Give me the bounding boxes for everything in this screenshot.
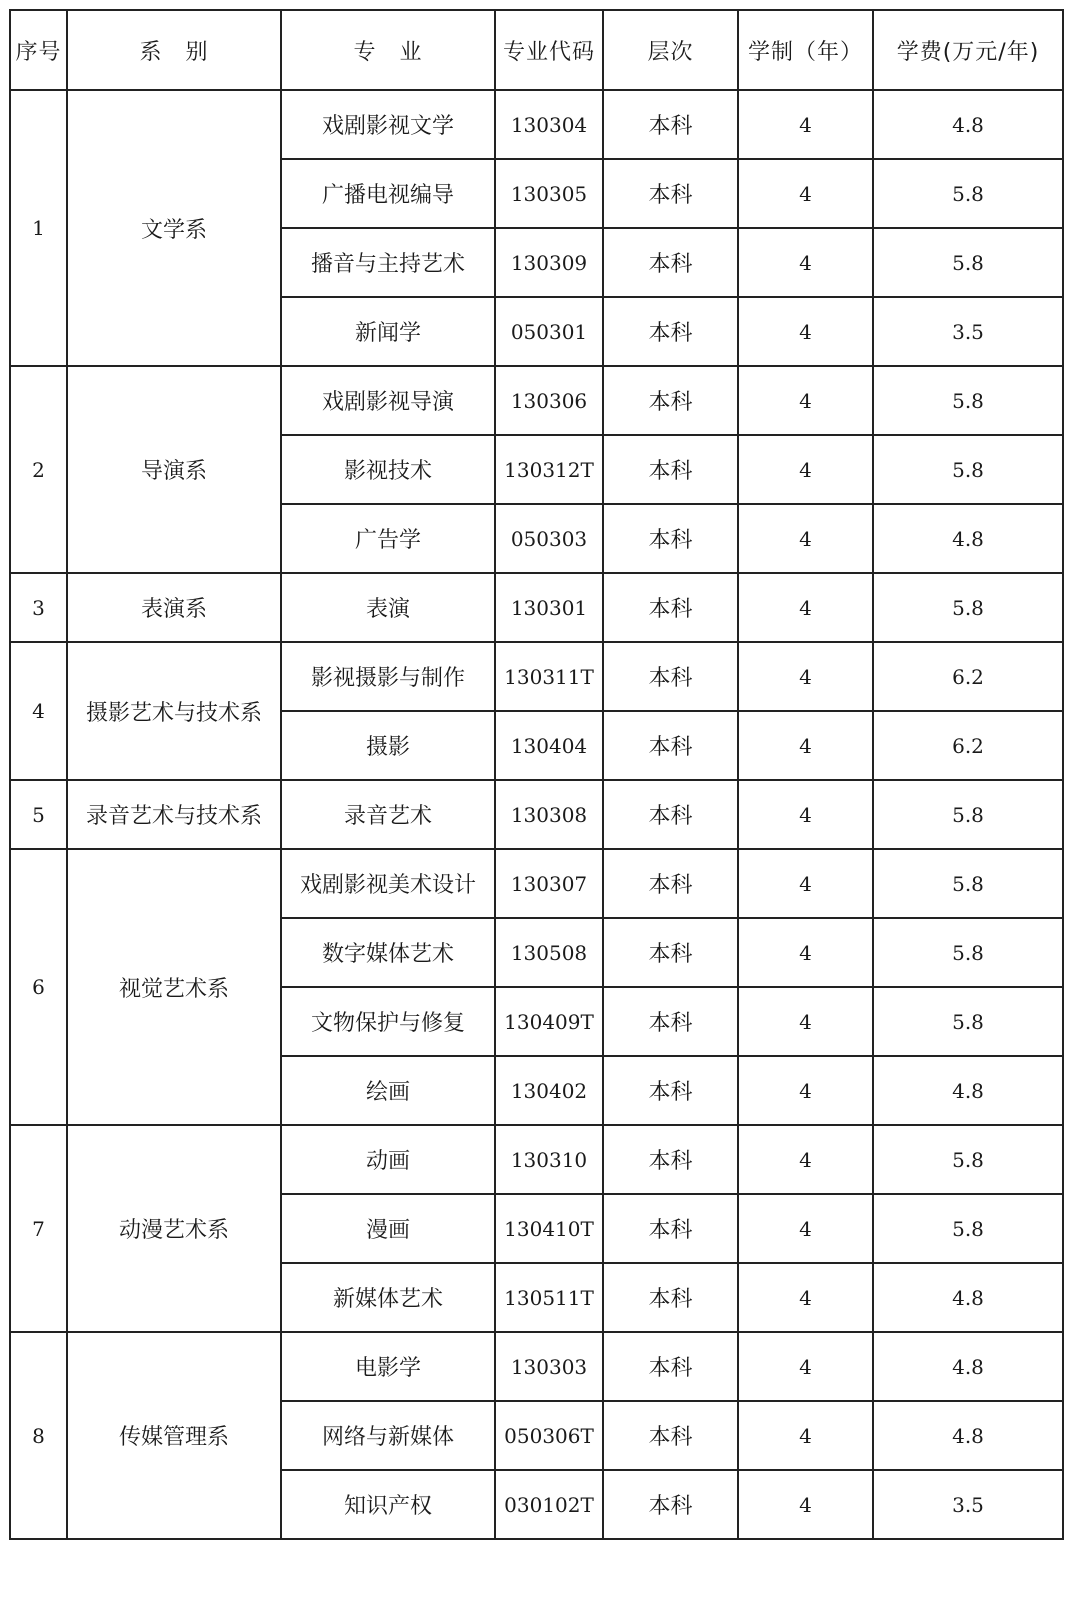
tuition-fee: 3.5 xyxy=(873,1470,1063,1539)
header-level: 层次 xyxy=(603,10,738,90)
major-name: 知识产权 xyxy=(281,1470,495,1539)
tuition-fee: 5.8 xyxy=(873,159,1063,228)
header-index: 序号 xyxy=(10,10,67,90)
table-row xyxy=(10,780,1063,849)
degree-level: 本科 xyxy=(603,1194,738,1263)
tuition-fee: 5.8 xyxy=(873,849,1063,918)
major-name: 广告学 xyxy=(281,504,495,573)
major-code: 050301 xyxy=(495,297,603,366)
degree-level: 本科 xyxy=(603,1332,738,1401)
header-major-code: 专业代码 xyxy=(495,10,603,90)
major-code: 130309 xyxy=(495,228,603,297)
tuition-fee: 5.8 xyxy=(873,435,1063,504)
tuition-fee: 5.8 xyxy=(873,1125,1063,1194)
department-index: 8 xyxy=(10,1332,67,1539)
program-years: 4 xyxy=(738,1332,873,1401)
major-name: 戏剧影视美术设计 xyxy=(281,849,495,918)
department-name: 动漫艺术系 xyxy=(67,1125,281,1332)
department-name: 文学系 xyxy=(67,90,281,366)
department-name: 视觉艺术系 xyxy=(67,849,281,1125)
department-index: 2 xyxy=(10,366,67,573)
degree-level: 本科 xyxy=(603,711,738,780)
major-name: 新媒体艺术 xyxy=(281,1263,495,1332)
program-years: 4 xyxy=(738,642,873,711)
table-row xyxy=(10,366,1063,435)
major-code: 050306T xyxy=(495,1401,603,1470)
major-code: 130409T xyxy=(495,987,603,1056)
tuition-fee: 4.8 xyxy=(873,90,1063,159)
tuition-fee: 4.8 xyxy=(873,1056,1063,1125)
tuition-fee: 3.5 xyxy=(873,297,1063,366)
degree-level: 本科 xyxy=(603,1125,738,1194)
degree-level: 本科 xyxy=(603,1056,738,1125)
table-row xyxy=(10,1332,1063,1401)
program-years: 4 xyxy=(738,1263,873,1332)
tuition-fee: 6.2 xyxy=(873,711,1063,780)
header-major: 专 业 xyxy=(281,10,495,90)
tuition-fee: 5.8 xyxy=(873,573,1063,642)
degree-level: 本科 xyxy=(603,849,738,918)
program-years: 4 xyxy=(738,918,873,987)
program-years: 4 xyxy=(738,987,873,1056)
department-index: 1 xyxy=(10,90,67,366)
program-years: 4 xyxy=(738,849,873,918)
major-name: 动画 xyxy=(281,1125,495,1194)
program-years: 4 xyxy=(738,435,873,504)
tuition-fee: 5.8 xyxy=(873,228,1063,297)
program-years: 4 xyxy=(738,1470,873,1539)
program-years: 4 xyxy=(738,228,873,297)
table-body xyxy=(10,90,1063,1539)
department-name: 录音艺术与技术系 xyxy=(67,780,281,849)
major-code: 130307 xyxy=(495,849,603,918)
table-row xyxy=(10,1125,1063,1194)
degree-level: 本科 xyxy=(603,435,738,504)
degree-level: 本科 xyxy=(603,1470,738,1539)
degree-level: 本科 xyxy=(603,573,738,642)
degree-level: 本科 xyxy=(603,1263,738,1332)
major-name: 漫画 xyxy=(281,1194,495,1263)
major-code: 130404 xyxy=(495,711,603,780)
major-name: 网络与新媒体 xyxy=(281,1401,495,1470)
major-code: 130402 xyxy=(495,1056,603,1125)
department-name: 传媒管理系 xyxy=(67,1332,281,1539)
tuition-fee: 4.8 xyxy=(873,1263,1063,1332)
major-code: 130410T xyxy=(495,1194,603,1263)
department-index: 4 xyxy=(10,642,67,780)
tuition-fee: 6.2 xyxy=(873,642,1063,711)
major-name: 新闻学 xyxy=(281,297,495,366)
department-name: 表演系 xyxy=(67,573,281,642)
program-years: 4 xyxy=(738,504,873,573)
major-code: 050303 xyxy=(495,504,603,573)
major-name: 摄影 xyxy=(281,711,495,780)
program-years: 4 xyxy=(738,1056,873,1125)
degree-level: 本科 xyxy=(603,918,738,987)
major-code: 130511T xyxy=(495,1263,603,1332)
tuition-fee: 4.8 xyxy=(873,1401,1063,1470)
tuition-fee: 5.8 xyxy=(873,987,1063,1056)
degree-level: 本科 xyxy=(603,228,738,297)
major-code: 130301 xyxy=(495,573,603,642)
degree-level: 本科 xyxy=(603,780,738,849)
tuition-fee: 5.8 xyxy=(873,366,1063,435)
major-name: 戏剧影视导演 xyxy=(281,366,495,435)
major-name: 文物保护与修复 xyxy=(281,987,495,1056)
major-name: 表演 xyxy=(281,573,495,642)
major-name: 播音与主持艺术 xyxy=(281,228,495,297)
table-row xyxy=(10,90,1063,159)
major-name: 广播电视编导 xyxy=(281,159,495,228)
major-code: 130311T xyxy=(495,642,603,711)
major-code: 130312T xyxy=(495,435,603,504)
major-name: 数字媒体艺术 xyxy=(281,918,495,987)
degree-level: 本科 xyxy=(603,366,738,435)
major-code: 130508 xyxy=(495,918,603,987)
tuition-fee: 4.8 xyxy=(873,504,1063,573)
program-years: 4 xyxy=(738,90,873,159)
degree-level: 本科 xyxy=(603,90,738,159)
major-code: 130305 xyxy=(495,159,603,228)
tuition-fee: 4.8 xyxy=(873,1332,1063,1401)
department-index: 6 xyxy=(10,849,67,1125)
table-row xyxy=(10,849,1063,918)
table-row xyxy=(10,642,1063,711)
major-name: 绘画 xyxy=(281,1056,495,1125)
major-name: 戏剧影视文学 xyxy=(281,90,495,159)
department-index: 3 xyxy=(10,573,67,642)
program-years: 4 xyxy=(738,297,873,366)
header-tuition: 学费(万元/年) xyxy=(873,10,1063,90)
tuition-fee: 5.8 xyxy=(873,780,1063,849)
program-years: 4 xyxy=(738,366,873,435)
degree-level: 本科 xyxy=(603,297,738,366)
department-index: 5 xyxy=(10,780,67,849)
table-row xyxy=(10,573,1063,642)
degree-level: 本科 xyxy=(603,1401,738,1470)
major-name: 电影学 xyxy=(281,1332,495,1401)
program-years: 4 xyxy=(738,1125,873,1194)
major-name: 录音艺术 xyxy=(281,780,495,849)
program-years: 4 xyxy=(738,1194,873,1263)
program-years: 4 xyxy=(738,780,873,849)
program-years: 4 xyxy=(738,159,873,228)
major-code: 130308 xyxy=(495,780,603,849)
major-code: 130306 xyxy=(495,366,603,435)
degree-level: 本科 xyxy=(603,504,738,573)
major-code: 130303 xyxy=(495,1332,603,1401)
tuition-fee: 5.8 xyxy=(873,1194,1063,1263)
major-code: 030102T xyxy=(495,1470,603,1539)
header-row xyxy=(10,10,1063,90)
tuition-table xyxy=(9,9,1064,1540)
department-name: 导演系 xyxy=(67,366,281,573)
major-code: 130310 xyxy=(495,1125,603,1194)
degree-level: 本科 xyxy=(603,642,738,711)
header-duration: 学制（年） xyxy=(738,10,873,90)
major-name: 影视技术 xyxy=(281,435,495,504)
degree-level: 本科 xyxy=(603,159,738,228)
header-department: 系 别 xyxy=(67,10,281,90)
tuition-fee: 5.8 xyxy=(873,918,1063,987)
program-years: 4 xyxy=(738,711,873,780)
degree-level: 本科 xyxy=(603,987,738,1056)
program-years: 4 xyxy=(738,573,873,642)
major-code: 130304 xyxy=(495,90,603,159)
department-name: 摄影艺术与技术系 xyxy=(67,642,281,780)
major-name: 影视摄影与制作 xyxy=(281,642,495,711)
department-index: 7 xyxy=(10,1125,67,1332)
program-years: 4 xyxy=(738,1401,873,1470)
